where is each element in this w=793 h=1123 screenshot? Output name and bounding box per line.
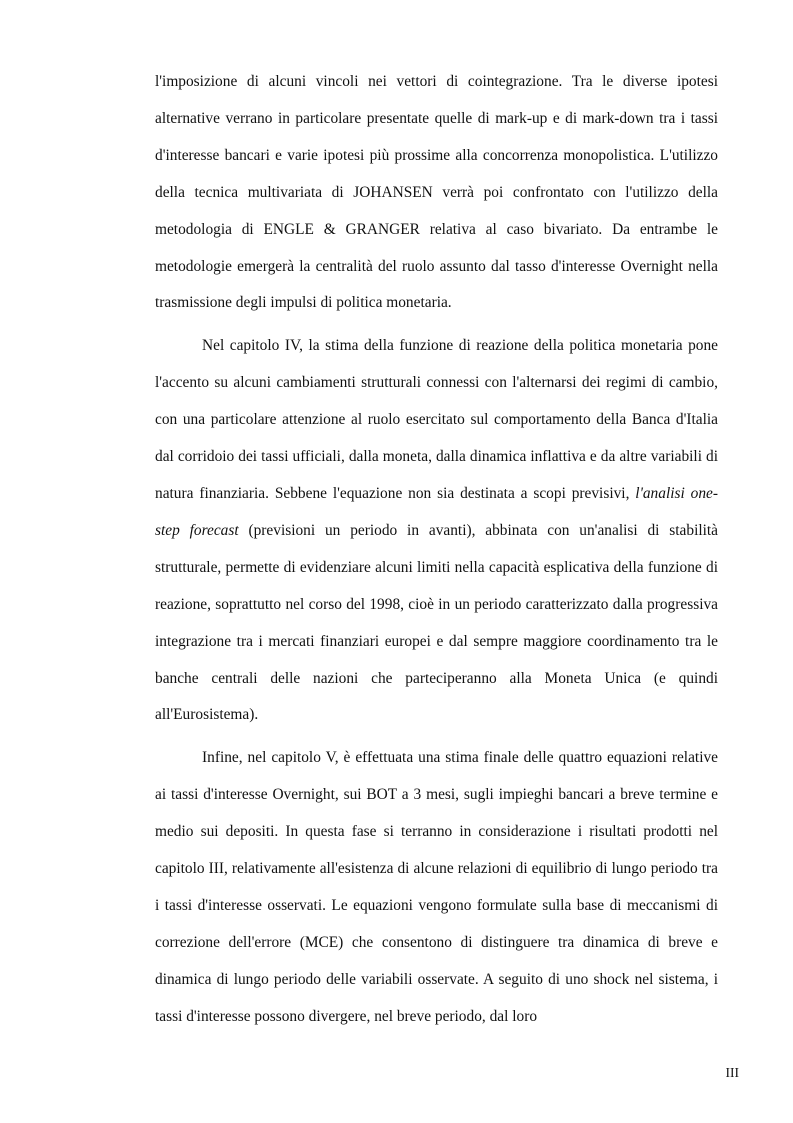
paragraph-3-text: Infine, nel capitolo V, è effettuata una stima finale delle quattro equazioni relative ai tassi d'interesse Overnight, sui BOT a 3 mesi, sugli impieghi bancari a breve termine e medio sui depositi. In questa fase si terranno in considerazione i risultati prodotti nel capitolo III, relativamente all'esistenza di alcune relazioni di equilibrio di lungo periodo tra i tassi d'interesse osservati. Le equazioni vengono formulate sulla base di meccanismi di correzione dell'errore (MCE) che consentono di distinguere tra dinamica di breve e dinamica di lungo periodo delle variabili osservate. A seguito di uno shock nel sistema, i tassi d'interesse possono divergere, nel breve periodo, dal loro	[155, 749, 718, 1025]
paragraph-2-text-end: (previsioni un periodo in avanti), abbinata con un'analisi di stabilità strutturale, permette di evidenziare alcuni limiti nella capacità esplicativa della funzione di reazione, soprattutto nel corso del 1998, cioè in un periodo caratterizzato dalla progressiva integrazione tra i mercati finanziari europei e dal sempre maggiore coordinamento tra le banche centrali delle nazioni che parteciperanno alla Moneta Unica (e quindi all'Eurosistema).	[155, 521, 718, 724]
paragraph-1	[155, 64, 718, 322]
paragraph-2-italic-term: l'analisi one-step forecast	[155, 484, 718, 539]
paragraph-2	[155, 328, 718, 734]
paragraph-3	[155, 740, 718, 1035]
page-number: III	[725, 1065, 739, 1080]
paragraph-2-text-start: Nel capitolo IV, la stima della funzione di reazione della politica monetaria pone l'accento su alcuni cambiamenti strutturali connessi con l'alternarsi dei regimi di cambio, con una particolare attenzione al ruolo esercitato sul comportamento della Banca d'Italia dal corridoio dei tassi ufficiali, dalla moneta, dalla dinamica inflattiva e da altre variabili di natura finanziaria. Sebbene l'equazione non sia destinata a scopi previsivi,	[155, 337, 718, 502]
paragraph-1-text: l'imposizione di alcuni vincoli nei vettori di cointegrazione. Tra le diverse ipotesi alternative verrano in particolare presentate quelle di mark-up e di mark-down tra i tassi d'interesse bancari e varie ipotesi più prossime alla concorrenza monopolistica. L'utilizzo della tecnica multivariata di JOHANSEN verrà poi confrontato con l'utilizzo della metodologia di ENGLE & GRANGER relativa al caso bivariato. Da entrambe le metodologie emergerà la centralità del ruolo assunto dal tasso d'interesse Overnight nella trasmissione degli impulsi di politica monetaria.	[155, 73, 718, 312]
body-text	[155, 64, 718, 1042]
